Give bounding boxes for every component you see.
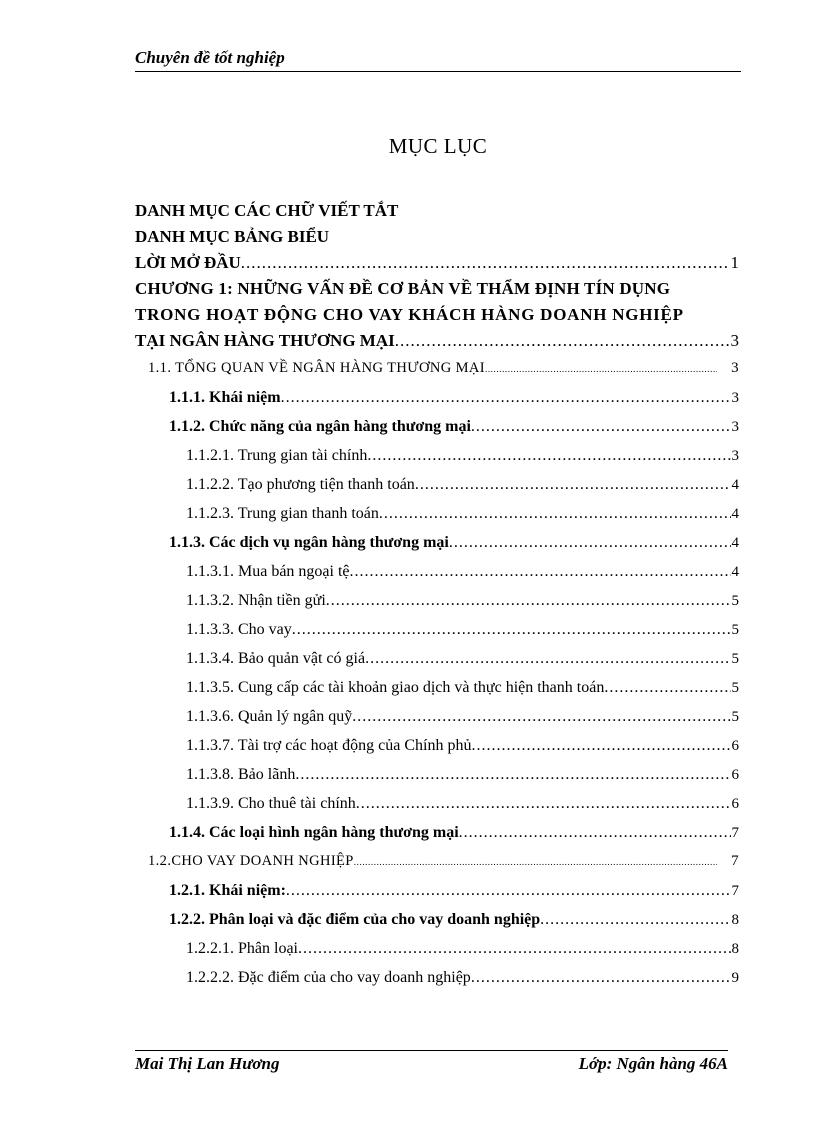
toc-entry-level-3: [135, 789, 739, 818]
toc-entry-label: 1.1. TỔNG QUAN VỀ NGÂN HÀNG THƯƠNG MẠI: [148, 360, 485, 376]
toc-entry-page: 3: [731, 360, 739, 376]
toc-entry-label: 1.1.3.7. Tài trợ các hoạt động của Chính phủ: [186, 737, 472, 754]
toc-leader: [471, 731, 730, 760]
toc-entry-label: 1.1.2.3. Trung gian thanh toán: [186, 505, 379, 522]
toc-entry-page: 3: [731, 448, 739, 464]
toc-leader: [471, 963, 731, 992]
toc-entry-label: 1.1.1. Khái niệm: [169, 389, 281, 406]
toc-leader: [292, 615, 731, 644]
toc-intro-page: 1: [730, 253, 739, 272]
chapter-1-line-3: [135, 328, 739, 354]
toc-leader: [350, 557, 731, 586]
toc-entry-page: 7: [731, 825, 739, 841]
toc-entry-label: 1.1.3.4. Bảo quản vật có giá: [186, 650, 366, 667]
toc-entry-level-2: [135, 905, 739, 934]
toc-leader: [295, 760, 730, 789]
toc-entry-page: 8: [731, 941, 739, 957]
toc-intro-label: LỜI MỞ ĐẦU: [135, 253, 241, 272]
toc-entry-level-2: [135, 818, 739, 847]
toc-entry-level-3: [135, 673, 739, 702]
toc-entry-page: 5: [731, 680, 739, 696]
toc-entry-page: 5: [731, 622, 739, 638]
chapter-1-page: 3: [730, 331, 739, 350]
toc-leader: [540, 905, 730, 934]
header-text: Chuyên đề tốt nghiệp: [135, 48, 285, 67]
toc-entry-label: 1.1.3.8. Bảo lãnh: [186, 766, 296, 783]
toc-leader: [241, 250, 730, 276]
toc-entry-page: 6: [731, 738, 739, 754]
toc-leader: [604, 673, 730, 702]
toc-entry-label: 1.1.2.1. Trung gian tài chính: [186, 447, 368, 464]
footer-author: Mai Thị Lan Hương: [135, 1054, 280, 1073]
toc-tables-list: DANH MỤC BẢNG BIỂU: [135, 227, 330, 246]
page-header: [135, 48, 741, 72]
toc-entry-level-2: [135, 528, 739, 557]
toc-entry-level-3: [135, 934, 739, 963]
toc-entry-page: 5: [731, 709, 739, 725]
toc-entry-level-3: [135, 441, 739, 470]
toc-entry-level-3: [135, 731, 739, 760]
toc-entry-level-3: [135, 644, 739, 673]
toc-entry-level-2: [135, 412, 739, 441]
table-of-contents: [135, 198, 739, 992]
toc-entry-label: 1.1.2. Chức năng của ngân hàng thương mại: [169, 418, 471, 435]
toc-entry-level-1: [135, 847, 739, 876]
chapter-1-line-3-label: TẠI NGÂN HÀNG THƯƠNG MẠI: [135, 331, 395, 350]
toc-leader: [365, 644, 730, 673]
toc-leader: [367, 441, 730, 470]
toc-entry-label: 1.2.1. Khái niệm:: [169, 882, 286, 899]
toc-entry-label: 1.1.2.2. Tạo phương tiện thanh toán: [186, 476, 415, 493]
toc-chapter-1: [135, 276, 739, 354]
toc-entry-level-3: [135, 557, 739, 586]
toc-entry-level-2: [135, 876, 739, 905]
footer-class: Lớp: Ngân hàng 46A: [578, 1054, 728, 1073]
toc-leader: [379, 499, 731, 528]
toc-leader: [298, 934, 731, 963]
toc-abbreviations: DANH MỤC CÁC CHỮ VIẾT TẮT: [135, 201, 399, 220]
toc-entry-page: 4: [731, 506, 739, 522]
toc-leader: [459, 818, 731, 847]
toc-entry-label: 1.1.3.9. Cho thuê tài chính: [186, 795, 356, 812]
toc-entry-label: 1.2.2.2. Đặc điểm của cho vay doanh nghiệp: [186, 969, 471, 986]
toc-entries: [135, 354, 739, 992]
toc-entry-level-3: [135, 470, 739, 499]
toc-leader: [471, 412, 731, 441]
toc-leader: [354, 848, 717, 877]
toc-entry-level-2: [135, 383, 739, 412]
chapter-1-line-2: TRONG HOẠT ĐỘNG CHO VAY KHÁCH HÀNG DOANH NGHIỆP: [135, 305, 684, 324]
toc-entry-page: 3: [731, 419, 739, 435]
toc-entry-level-3: [135, 963, 739, 992]
toc-entry-label: 1.1.3. Các dịch vụ ngân hàng thương mại: [169, 534, 449, 551]
toc-entry-label: 1.1.3.6. Quản lý ngân quỹ: [186, 708, 353, 725]
toc-entry-page: 8: [731, 912, 739, 928]
toc-entry-page: 6: [731, 767, 739, 783]
toc-entry-label: 1.1.3.2. Nhận tiền gửi: [186, 592, 326, 609]
toc-entry-label: 1.1.3.5. Cung cấp các tài khoản giao dịch và thực hiện thanh toán: [186, 679, 605, 696]
toc-entry-page: 9: [731, 970, 739, 986]
toc-leader: [449, 528, 731, 557]
toc-entry-level-1: [135, 354, 739, 383]
chapter-1-line-1: CHƯƠNG 1: NHỮNG VẤN ĐỀ CƠ BẢN VỀ THẨM ĐỊNH TÍN DỤNG: [135, 279, 671, 298]
toc-leader: [485, 355, 717, 384]
toc-entry-label: 1.1.3.3. Cho vay: [186, 621, 292, 638]
toc-leader: [352, 702, 730, 731]
page-title: MỤC LỤC: [388, 134, 488, 158]
toc-entry-level-3: [135, 586, 739, 615]
toc-entry-level-3: [135, 615, 739, 644]
toc-entry-page: 6: [731, 796, 739, 812]
toc-leader: [395, 328, 730, 354]
toc-entry-label: 1.1.4. Các loại hình ngân hàng thương mại: [169, 824, 459, 841]
toc-entry-page: 3: [731, 390, 739, 406]
toc-entry-page: 4: [731, 477, 739, 493]
toc-entry-level-3: [135, 760, 739, 789]
toc-entry-level-3: [135, 702, 739, 731]
toc-entry-page: 4: [731, 535, 739, 551]
toc-entry-label: 1.2.CHO VAY DOANH NGHIỆP: [148, 853, 354, 869]
toc-entry-level-3: [135, 499, 739, 528]
toc-intro: [135, 250, 739, 276]
toc-entry-page: 7: [731, 853, 739, 869]
toc-entry-page: 7: [731, 883, 739, 899]
page-footer: [135, 1050, 728, 1074]
toc-leader: [286, 876, 731, 905]
toc-entry-page: 5: [731, 593, 739, 609]
toc-entry-label: 1.2.2.1. Phân loại: [186, 940, 298, 957]
toc-entry-page: 4: [731, 564, 739, 580]
toc-entry-label: 1.2.2. Phân loại và đặc điểm của cho vay doanh nghiệp: [169, 911, 541, 928]
toc-leader: [415, 470, 731, 499]
toc-leader: [281, 383, 731, 412]
toc-entry-page: 5: [731, 651, 739, 667]
toc-leader: [356, 789, 731, 818]
toc-leader: [326, 586, 731, 615]
toc-entry-label: 1.1.3.1. Mua bán ngoại tệ: [186, 563, 350, 580]
